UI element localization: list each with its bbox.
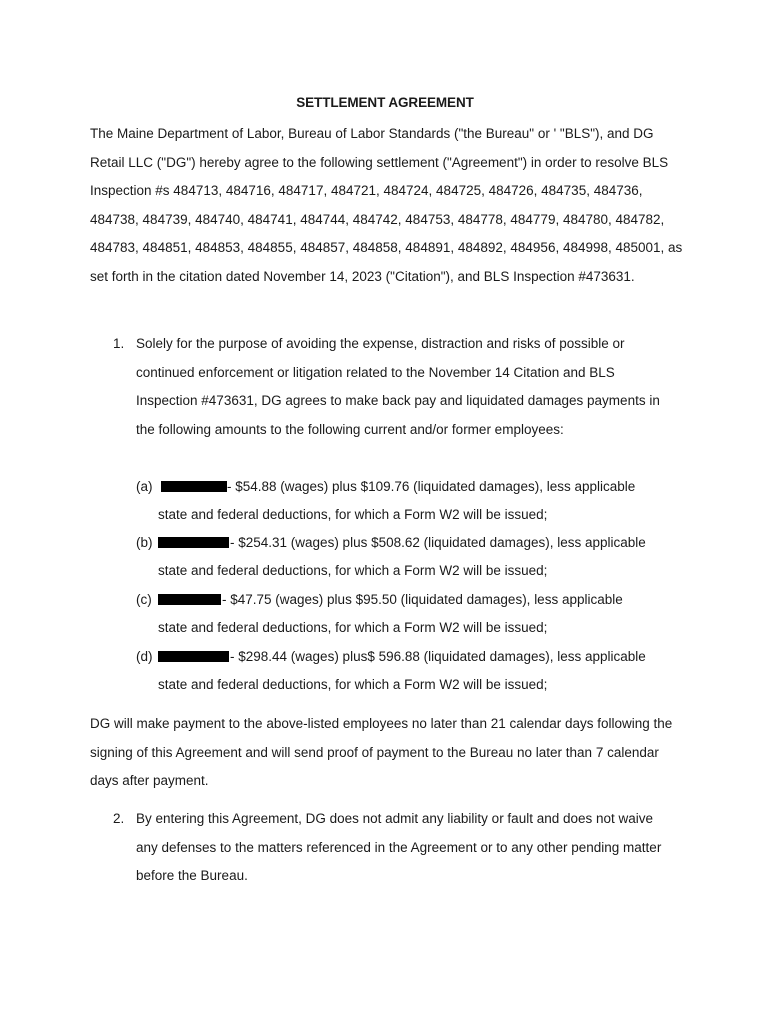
redaction-bar	[161, 481, 227, 492]
redaction-bar	[158, 594, 221, 605]
sub-item-b-amount: - $254.31 (wages) plus $508.62 (liquidated damages), less applicable	[230, 535, 646, 550]
sub-item-c-amount: - $47.75 (wages) plus $95.50 (liquidated damages), less applicable	[222, 592, 623, 607]
sub-item-a-amount: - $54.88 (wages) plus $109.76 (liquidated damages), less applicable	[227, 479, 636, 494]
sub-item-d-deductions: state and federal deductions, for which a Form W2 will be issued;	[158, 677, 548, 692]
sub-item-a-deductions: state and federal deductions, for which a Form W2 will be issued;	[158, 507, 548, 522]
payment-terms-paragraph: DG will make payment to the above-listed employees no later than 21 calendar days following the signing of this Agreement and will send proof of payment to the Bureau no later than 7 calendar days after payment.	[90, 716, 673, 789]
item-1-number: 1.	[113, 336, 125, 351]
sub-item-b-label: (b)	[136, 535, 153, 550]
document-title: SETTLEMENT AGREEMENT	[296, 95, 474, 110]
item-1-text: Solely for the purpose of avoiding the expense, distraction and risks of possible or continued enforcement or litigation related to the November 14 Citation and BLS Inspection #473631, DG agrees to make back pay and liquidated damages payments in the following amounts to the following current and/or former employees:	[136, 336, 660, 437]
item-2-text: By entering this Agreement, DG does not admit any liability or fault and does not waive any defenses to the matters referenced in the Agreement or to any other pending matter before the Bureau.	[136, 811, 662, 884]
redaction-bar	[158, 651, 229, 662]
sub-item-a-label: (a)	[136, 479, 153, 494]
sub-item-d-amount: - $298.44 (wages) plus$ 596.88 (liquidated damages), less applicable	[230, 649, 646, 664]
sub-item-b-deductions: state and federal deductions, for which a Form W2 will be issued;	[158, 563, 548, 578]
sub-item-d-label: (d)	[136, 649, 153, 664]
sub-item-c-deductions: state and federal deductions, for which a Form W2 will be issued;	[158, 620, 548, 635]
intro-paragraph: The Maine Department of Labor, Bureau of Labor Standards ("the Bureau" or ' "BLS"), and DG Retail LLC ("DG") hereby agree to the following settlement ("Agreement") in order to resolve BLS Inspection #s 484713, 484716, 484717, 484721, 484724, 484725, 484726, 484735, 484736, 484738, 484739, 484740, 484741, 484744, 484742, 484753, 484778, 484779, 484780, 484782, 484783, 484851, 484853, 484855, 484857, 484858, 484891, 484892, 484956, 484998, 485001, as set forth in the citation dated November 14, 2023 ("Citation"), and BLS Inspection #473631.	[90, 126, 683, 284]
item-2-number: 2.	[113, 811, 125, 826]
sub-item-c-label: (c)	[136, 592, 152, 607]
redaction-bar	[158, 537, 229, 548]
